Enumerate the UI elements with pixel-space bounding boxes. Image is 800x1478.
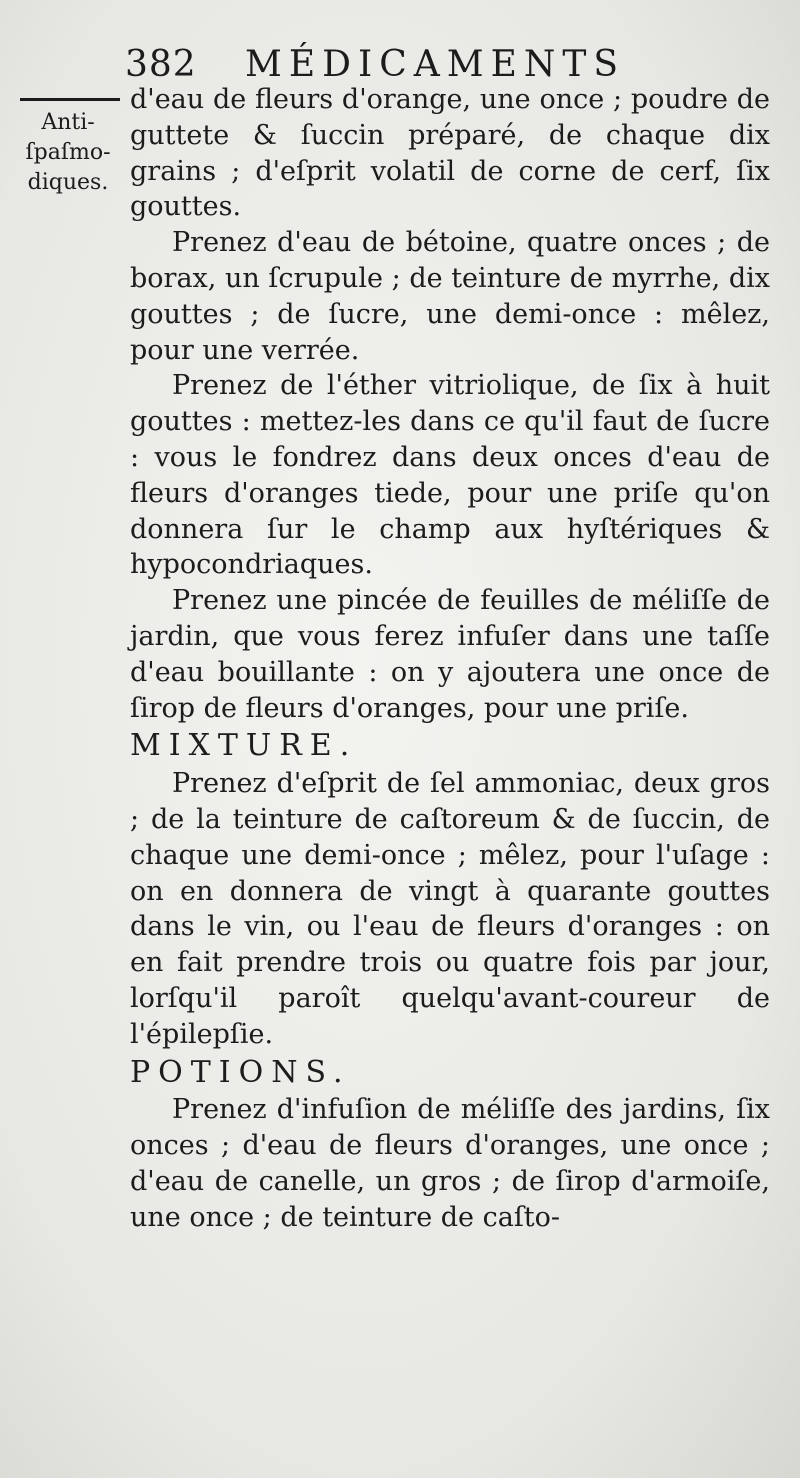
paragraph: Prenez de l'éther vitriolique, de ſix à huit gouttes : mettez-les dans ce qu'il faut de ſucre : vous le fondrez dans deux onces d'eau de fleurs d'oranges tiede, pour une priſe qu'on donnera ſur le champ aux hyſtériques & hypocondriaques.	[130, 370, 770, 581]
paragraph: Prenez d'eſprit de ſel ammoniac, deux gros ; de la teinture de caſtoreum & de ſuccin, de chaque une demi-once ; mêlez, pour l'uſage : on en donnera de vingt à quarante gouttes dans le vin, ou l'eau de fleurs d'oranges : on en fait prendre trois ou quatre fois par jour, lorſqu'il paroît quelqu'avant-coureur de l'épilepſie.	[130, 768, 770, 1050]
paragraph: d'eau de fleurs d'orange, une once ; poudre de guttete & ſuccin préparé, de chaque dix grains ; d'eſprit volatil de corne de cerf, ſix gouttes.	[130, 84, 770, 223]
section-heading-potions: POTIONS.	[130, 1054, 351, 1090]
page-body	[130, 82, 770, 1236]
margin-note-line: diques.	[27, 170, 109, 195]
margin-note-line: Anti-	[41, 110, 95, 135]
page-header	[125, 44, 725, 85]
page-number: 382	[125, 44, 197, 85]
paragraph: Prenez d'eau de bétoine, quatre onces ; de borax, un ſcrupule ; de teinture de myrrhe, dix gouttes ; de ſucre, une demi-once : mêlez, pour une verrée.	[130, 227, 770, 366]
paragraph: Prenez d'infuſion de méliſſe des jardins, ſix onces ; d'eau de fleurs d'oranges, une once ; d'eau de canelle, un gros ; de ſirop d'armoiſe, une once ; de teinture de caſto-	[130, 1094, 770, 1233]
running-title: MÉDICAMENTS	[245, 44, 626, 85]
margin-note-line: ſpaſmo-	[25, 140, 111, 165]
section-heading-mixture: MIXTURE.	[130, 728, 358, 764]
margin-note	[18, 108, 118, 198]
paragraph: Prenez une pincée de feuilles de méliſſe de jardin, que vous ferez infuſer dans une taſſe d'eau bouillante : on y ajoutera une once de ſirop de fleurs d'oranges, pour une priſe.	[130, 585, 770, 724]
margin-rule	[20, 98, 120, 101]
